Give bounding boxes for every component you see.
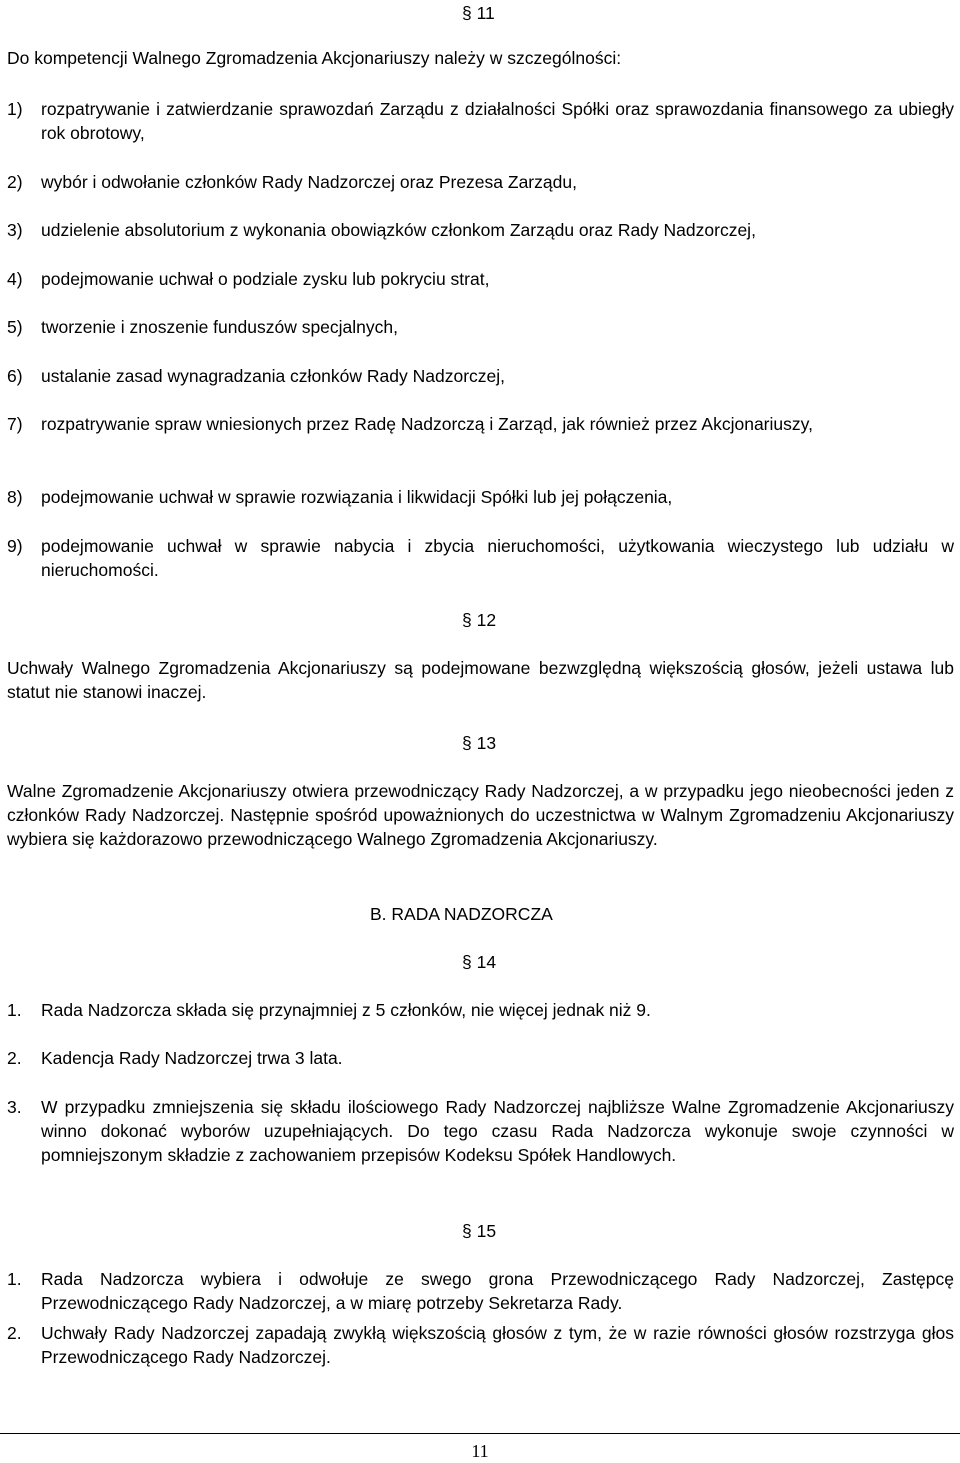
list-item-text: Rada Nadzorcza składa się przynajmniej z 5 członków, nie więcej jednak niż 9. — [41, 1000, 651, 1020]
list-item-number: 2. — [7, 1323, 22, 1343]
list-item-text: Kadencja Rady Nadzorczej trwa 3 lata. — [41, 1048, 343, 1068]
list-item-number: 7) — [7, 414, 23, 434]
list-item-number: 1) — [7, 99, 23, 119]
list-item — [7, 1267, 954, 1315]
chapter-heading: B. RADA NADZORCZA — [370, 904, 553, 924]
sec11-intro: Do kompetencji Walnego Zgromadzenia Akcjonariuszy należy w szczególności: — [7, 48, 622, 68]
footer-divider — [0, 1433, 960, 1434]
list-item-number: 3. — [7, 1097, 22, 1117]
page-number: 11 — [471, 1441, 489, 1461]
list-item — [7, 412, 954, 436]
list-item — [7, 170, 954, 194]
list-item — [7, 1095, 954, 1167]
list-item-number: 5) — [7, 317, 23, 337]
section-heading-11: § 11 — [462, 3, 495, 23]
list-item-text: ustalanie zasad wynagradzania członków Rady Nadzorczej, — [41, 366, 505, 386]
list-item-text: Uchwały Rady Nadzorczej zapadają zwykłą większością głosów z tym, że w razie równości głosów rozstrzyga głos Przewodniczącego Rady Nadzorczej. — [41, 1323, 954, 1367]
list-item-text: udzielenie absolutorium z wykonania obowiązków członkom Zarządu oraz Rady Nadzorczej, — [41, 220, 756, 240]
sec13-text: Walne Zgromadzenie Akcjonariuszy otwiera przewodniczący Rady Nadzorczej, a w przypadku jego nieobecności jeden z członków Rady Nadzorczej. Następnie spośród upoważnionych do uczestnictwa w Walnym Zgromadzeniu Akcjonariuszy wybiera się każdorazowo przewodniczącego Walnego Zgromadzenia Akcjonariuszy. — [7, 781, 954, 849]
list-item — [7, 364, 954, 388]
list-item-text: Rada Nadzorcza wybiera i odwołuje ze swego grona Przewodniczącego Rady Nadzorczej, Zastępcę Przewodniczącego Rady Nadzorczej, a w miarę potrzeby Sekretarza Rady. — [41, 1269, 954, 1313]
list-item-number: 2) — [7, 172, 23, 192]
list-item-number: 2. — [7, 1048, 22, 1068]
list-item-text: tworzenie i znoszenie funduszów specjalnych, — [41, 317, 398, 337]
list-item-text: rozpatrywanie spraw wniesionych przez Radę Nadzorczą i Zarząd, jak również przez Akcjonariuszy, — [41, 414, 813, 434]
list-item-number: 3) — [7, 220, 23, 240]
section-heading-13: § 13 — [462, 733, 497, 753]
section-heading-14: § 14 — [462, 952, 497, 972]
list-item-text: rozpatrywanie i zatwierdzanie sprawozdań Zarządu z działalności Spółki oraz sprawozdania finansowego za ubiegły rok obrotowy, — [41, 99, 954, 143]
list-item — [7, 97, 954, 145]
list-item — [7, 1046, 954, 1070]
list-item — [7, 315, 954, 339]
list-item-number: 9) — [7, 536, 23, 556]
list-item-number: 6) — [7, 366, 23, 386]
list-item — [7, 998, 954, 1022]
list-item — [7, 218, 954, 242]
list-item-text: podejmowanie uchwał o podziale zysku lub pokryciu strat, — [41, 269, 490, 289]
list-item-number: 4) — [7, 269, 23, 289]
list-item-number: 1. — [7, 1000, 22, 1020]
list-item — [7, 1321, 954, 1369]
section-heading-12: § 12 — [462, 610, 497, 630]
list-item — [7, 267, 954, 291]
list-item-text: W przypadku zmniejszenia się składu ilościowego Rady Nadzorczej najbliższe Walne Zgromadzenie Akcjonariuszy winno dokonać wyborów uzupełniających. Do tego czasu Rada Nadzorcza wykonuje swoje czynności w pomniejszonym składzie z zachowaniem przepisów Kodeksu Spółek Handlowych. — [41, 1097, 954, 1165]
list-item-number: 1. — [7, 1269, 22, 1289]
list-item-number: 8) — [7, 487, 23, 507]
list-item — [7, 534, 954, 582]
section-heading-15: § 15 — [462, 1221, 497, 1241]
list-item-text: podejmowanie uchwał w sprawie rozwiązania i likwidacji Spółki lub jej połączenia, — [41, 487, 673, 507]
list-item-text: podejmowanie uchwał w sprawie nabycia i zbycia nieruchomości, użytkowania wieczystego lub udziału w nieruchomości. — [41, 536, 954, 580]
sec12-text: Uchwały Walnego Zgromadzenia Akcjonariuszy są podejmowane bezwzględną większością głosów, jeżeli ustawa lub statut nie stanowi inaczej. — [7, 658, 954, 702]
list-item — [7, 485, 954, 509]
list-item-text: wybór i odwołanie członków Rady Nadzorczej oraz Prezesa Zarządu, — [41, 172, 577, 192]
